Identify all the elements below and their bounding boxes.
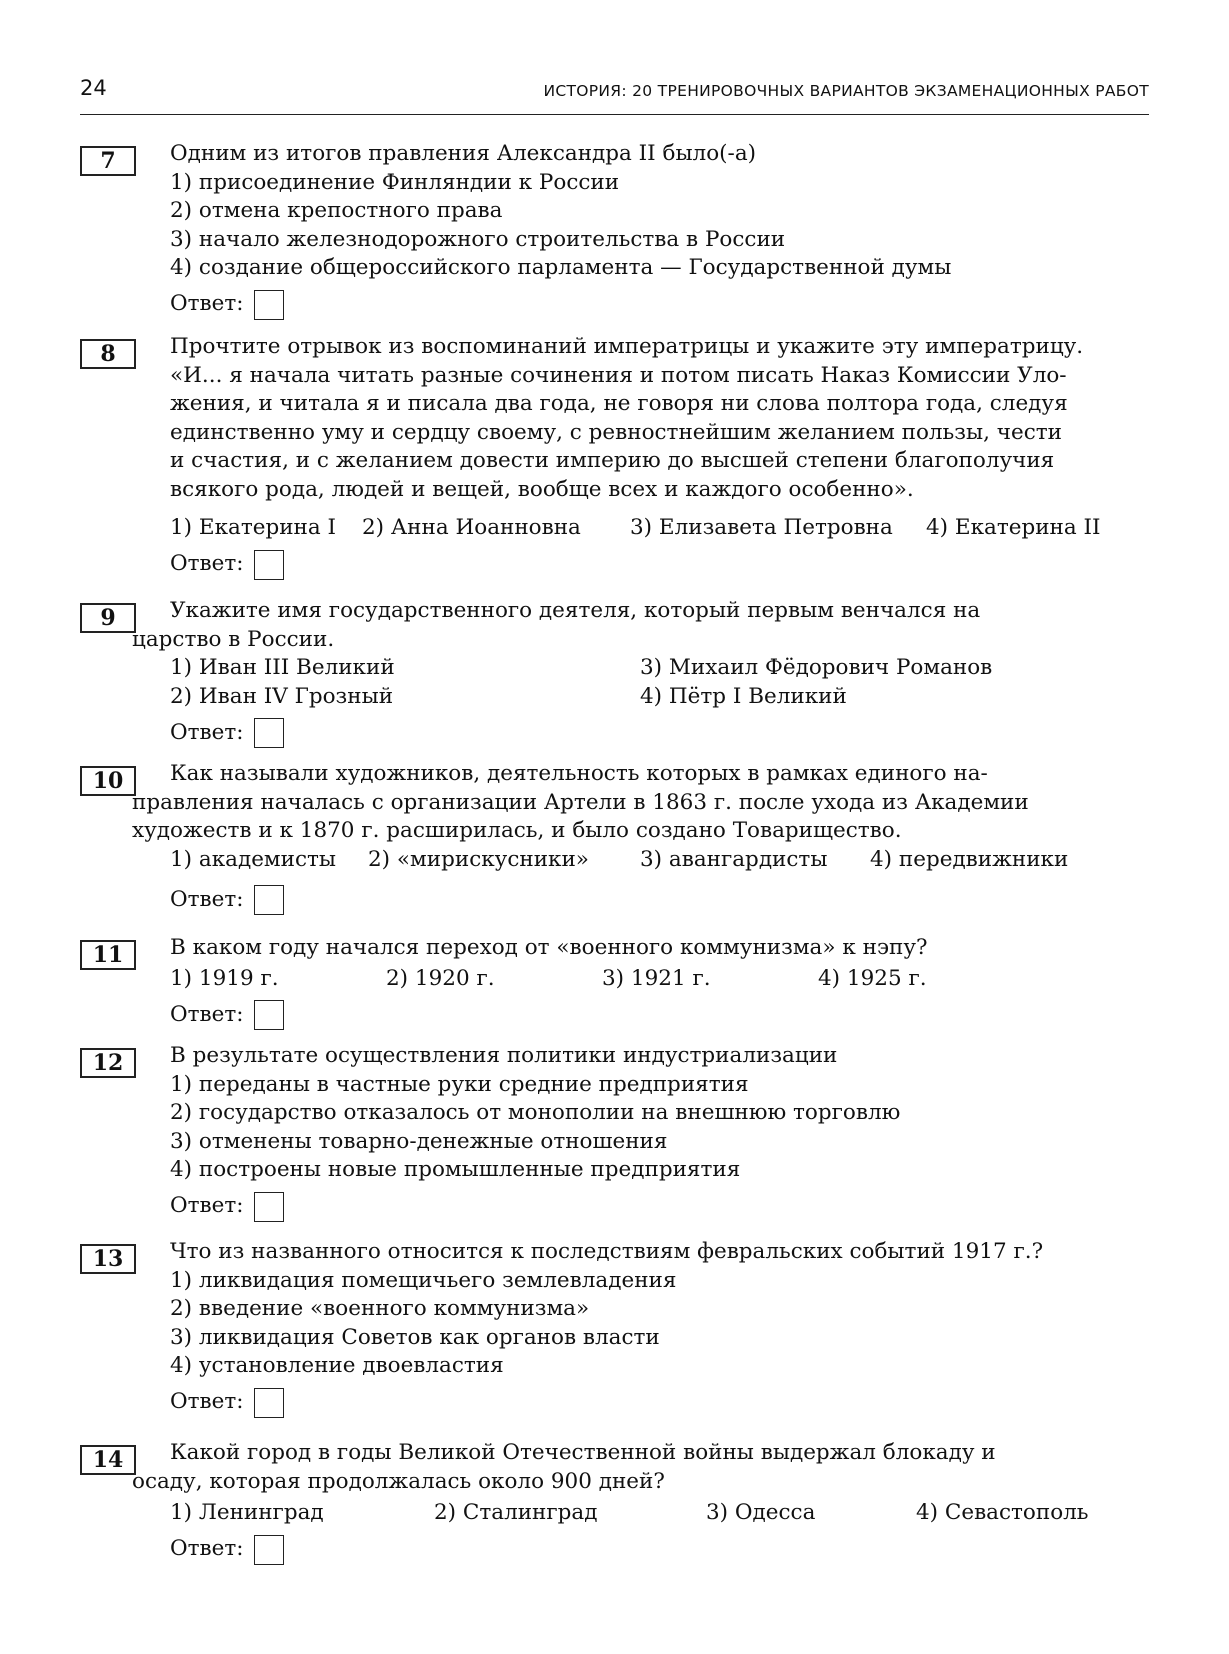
options-row	[170, 1499, 1152, 1528]
question-number-box: 12	[80, 1048, 136, 1078]
options-row	[170, 965, 1152, 994]
option[interactable]: 2) «мирискусники»	[368, 846, 589, 872]
option[interactable]: 1) ликвидация помещичьего землевладения	[170, 1267, 677, 1293]
answer-row	[170, 884, 1152, 916]
option[interactable]: 1) академисты	[170, 846, 337, 872]
quote-line: «И... я начала читать разные сочинения и потом писать Наказ Комиссии Уло-	[170, 362, 1067, 388]
option[interactable]: 3) Михаил Фёдорович Романов	[640, 655, 993, 680]
option[interactable]: 4) установление двоевластия	[170, 1353, 504, 1378]
question-number-box: 9	[80, 603, 136, 633]
quote-line: и счастия, и с желанием довести империю до высшей степени благополучия	[170, 448, 1055, 473]
answer-label: Ответ:	[170, 551, 244, 577]
option[interactable]: 2) 1920 г.	[386, 965, 495, 991]
question-text: царство в России.	[132, 626, 335, 652]
answer-row	[170, 1534, 1152, 1566]
option[interactable]: 4) 1925 г.	[818, 965, 927, 991]
question-text: Что из названного относится к последствиям февральских событий 1917 г.?	[170, 1239, 1044, 1264]
answer-row	[170, 999, 1152, 1031]
option[interactable]: 3) 1921 г.	[602, 965, 711, 991]
options-row	[170, 514, 1152, 543]
question-number-box: 10	[80, 766, 136, 796]
answer-label: Ответ:	[170, 719, 244, 745]
answer-label: Ответ:	[170, 1001, 244, 1027]
option[interactable]: 2) отмена крепостного права	[170, 198, 503, 223]
question-number-box: 11	[80, 940, 136, 970]
answer-row	[170, 1387, 1152, 1419]
option[interactable]: 1) Иван III Великий	[170, 655, 395, 680]
quote-line: всякого рода, людей и вещей, вообще всех и каждого особенно».	[170, 476, 914, 502]
option[interactable]: 3) авангардисты	[640, 846, 828, 872]
option[interactable]: 1) присоединение Финляндии к России	[170, 169, 620, 195]
question-number-box: 8	[80, 339, 136, 369]
option[interactable]: 2) Иван IV Грозный	[170, 683, 394, 709]
option[interactable]: 3) Елизавета Петровна	[630, 515, 893, 540]
answer-box[interactable]	[254, 290, 284, 320]
question-number-box: 7	[80, 146, 136, 176]
option[interactable]: 1) Ленинград	[170, 1500, 324, 1525]
answer-box[interactable]	[254, 1535, 284, 1565]
answer-box[interactable]	[254, 1388, 284, 1418]
question-text: художеств и к 1870 г. расширилась, и было создано Товарищество.	[132, 818, 902, 843]
option[interactable]: 2) Анна Иоанновна	[362, 515, 581, 540]
option[interactable]: 4) передвижники	[870, 846, 1069, 872]
page-number: 24	[80, 76, 107, 100]
page-header	[80, 72, 1149, 115]
option[interactable]: 4) создание общероссийского парламента — Государственной думы	[170, 255, 952, 280]
question-text: Укажите имя государственного деятеля, который первым венчался на	[170, 598, 981, 623]
answer-row	[170, 289, 1152, 321]
question-text: правления началась с организации Артели в 1863 г. после ухода из Академии	[132, 789, 1029, 815]
question-text: В результате осуществления политики индустриализации	[170, 1043, 838, 1068]
answer-box[interactable]	[254, 1192, 284, 1222]
option[interactable]: 3) начало железнодорожного строительства в России	[170, 226, 786, 252]
option[interactable]: 1) переданы в частные руки средние предприятия	[170, 1071, 749, 1097]
question-text: Какой город в годы Великой Отечественной войны выдержал блокаду и	[170, 1440, 996, 1465]
question-text: Как называли художников, деятельность которых в рамках единого на-	[170, 761, 988, 786]
answer-label: Ответ:	[170, 1389, 244, 1415]
answer-label: Ответ:	[170, 291, 244, 317]
option[interactable]: 3) Одесса	[706, 1500, 816, 1525]
answer-row	[170, 1191, 1152, 1223]
running-title: ИСТОРИЯ: 20 ТРЕНИРОВОЧНЫХ ВАРИАНТОВ ЭКЗАМЕНАЦИОННЫХ РАБОТ	[543, 82, 1149, 100]
option[interactable]: 2) государство отказалось от монополии на внешнюю торговлю	[170, 1100, 901, 1125]
question-number-box: 13	[80, 1244, 136, 1274]
answer-label: Ответ:	[170, 1193, 244, 1219]
option[interactable]: 2) введение «военного коммунизма»	[170, 1296, 590, 1321]
answer-label: Ответ:	[170, 1536, 244, 1562]
option[interactable]: 1) 1919 г.	[170, 965, 279, 991]
option[interactable]: 1) Екатерина I	[170, 515, 337, 540]
answer-row	[170, 549, 1152, 581]
option[interactable]: 4) построены новые промышленные предприятия	[170, 1157, 741, 1182]
option[interactable]: 4) Севастополь	[916, 1500, 1089, 1525]
option[interactable]: 3) отменены товарно-денежные отношения	[170, 1128, 668, 1154]
options-row	[170, 846, 1152, 875]
answer-box[interactable]	[254, 718, 284, 748]
answer-box[interactable]	[254, 1000, 284, 1030]
question-text: осаду, которая продолжалась около 900 дней?	[132, 1468, 665, 1494]
option[interactable]: 3) ликвидация Советов как органов власти	[170, 1324, 660, 1350]
option[interactable]: 4) Пётр I Великий	[640, 683, 847, 709]
option[interactable]: 4) Екатерина II	[926, 515, 1101, 540]
quote-line: жения, и читала я и писала два года, не говоря ни слова полтора года, следуя	[170, 391, 1068, 416]
answer-box[interactable]	[254, 885, 284, 915]
options-grid	[170, 654, 1152, 711]
question-text: В каком году начался переход от «военного коммунизма» к нэпу?	[170, 935, 928, 960]
question-text: Прочтите отрывок из воспоминаний императрицы и укажите эту императрицу.	[170, 334, 1084, 359]
question-number-box: 14	[80, 1445, 136, 1475]
answer-box[interactable]	[254, 550, 284, 580]
answer-label: Ответ:	[170, 886, 244, 912]
option[interactable]: 2) Сталинград	[434, 1500, 598, 1525]
answer-row	[170, 717, 1152, 749]
question-text: Одним из итогов правления Александра II было(-а)	[170, 141, 757, 166]
quote-line: единственно уму и сердцу своему, с ревностнейшим желанием пользы, чести	[170, 419, 1062, 445]
